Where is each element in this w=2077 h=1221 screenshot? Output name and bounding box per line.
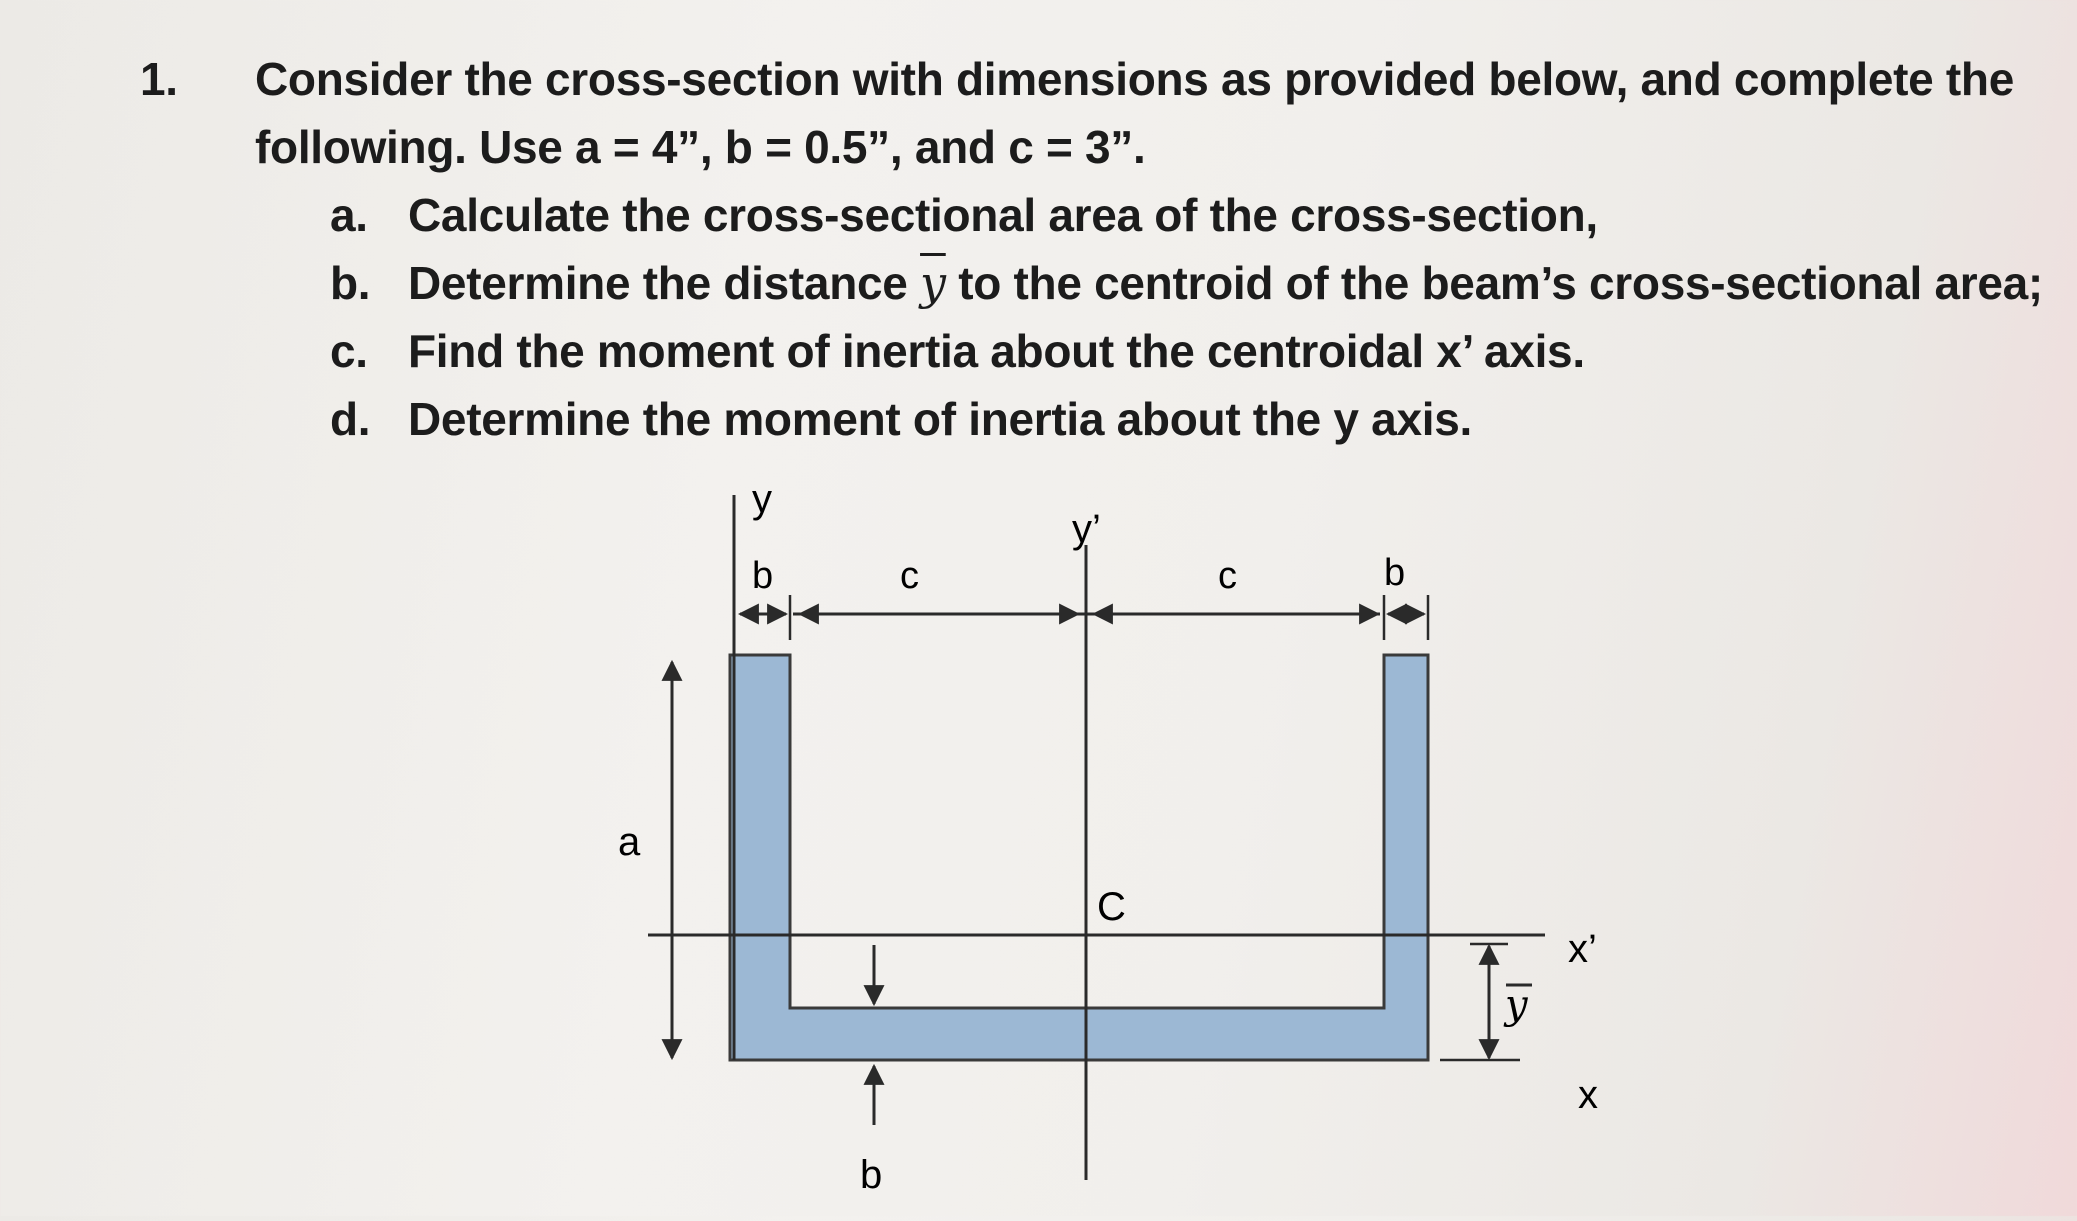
dim-label-a: a: [618, 820, 641, 864]
part-a-label: a.: [330, 189, 368, 241]
dim-label-c-right: c: [1218, 555, 1237, 597]
part-d-label: d.: [330, 393, 371, 445]
cross-section-diagram: [0, 460, 2077, 1216]
part-b-ybar-symbol: $\overline{y}$: [920, 256, 946, 310]
dim-label-b-top-right: b: [1384, 552, 1406, 594]
part-a-text: Calculate the cross-sectional area of the cross-section,: [408, 189, 1598, 241]
problem-statement: [0, 0, 2077, 460]
part-c-label: c.: [330, 325, 368, 377]
dim-label-b-bottom: b: [860, 1153, 883, 1197]
u-channel-section: [730, 655, 1428, 1060]
centroid-label: C: [1097, 885, 1126, 929]
part-d-text: Determine the moment of inertia about the y axis.: [408, 393, 1472, 445]
dim-label-c-left: c: [900, 555, 919, 597]
dim-label-b-top-left: b: [752, 555, 774, 597]
y-axis-label: y: [752, 477, 772, 521]
problem-number: 1.: [140, 53, 178, 105]
y-prime-axis-label: y’: [1072, 507, 1101, 551]
ybar-label: y: [1505, 982, 1528, 1028]
part-c-text: Find the moment of inertia about the centroidal x’ axis.: [408, 325, 1585, 377]
problem-intro-line2: following. Use a = 4”, b = 0.5”, and c = 3”.: [255, 121, 1146, 173]
x-axis-label: x: [1578, 1073, 1598, 1117]
problem-intro-line1: Consider the cross-section with dimensions as provided below, and complete the: [255, 53, 2015, 105]
part-b-text: [408, 256, 2043, 310]
x-prime-axis-label: x’: [1568, 927, 1597, 971]
part-b-text-after: to the centroid of the beam’s cross-sectional area;: [945, 257, 2043, 309]
part-b-label: b.: [330, 257, 371, 309]
cross-section-figure: [0, 460, 2077, 1216]
part-b-text-before: Determine the distance: [408, 257, 921, 309]
